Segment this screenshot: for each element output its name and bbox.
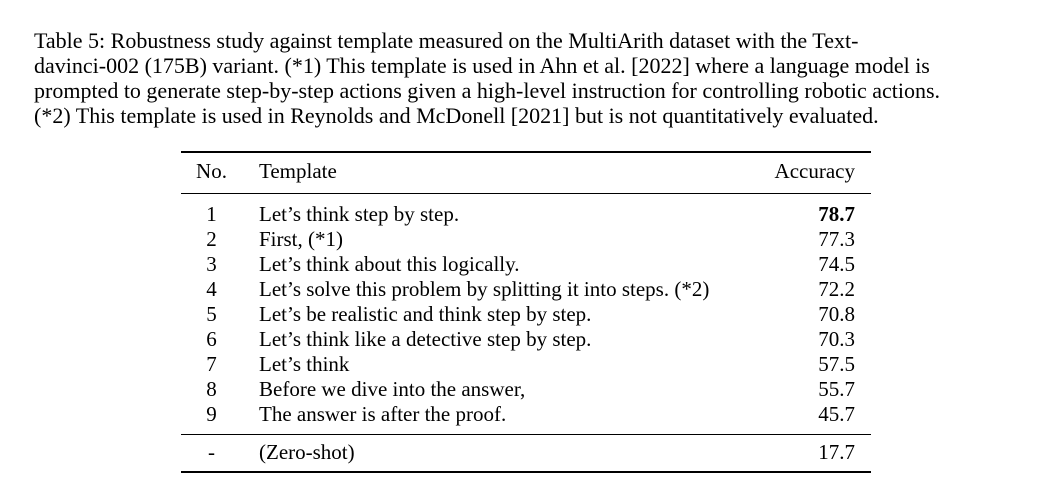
row-accuracy: 74.5 (818, 252, 855, 276)
row-accuracy-best: 78.7 (818, 202, 855, 226)
row-accuracy: 72.2 (818, 277, 855, 301)
row-accuracy: 70.8 (818, 302, 855, 326)
table-caption (34, 28, 1034, 128)
header-no: No. (196, 159, 227, 183)
table-header-row (181, 152, 871, 194)
results-table-container (181, 151, 871, 473)
baseline-template: (Zero-shot) (259, 440, 355, 464)
row-no: 5 (206, 302, 217, 326)
row-template: Before we dive into the answer, (259, 377, 526, 401)
row-template: Let’s think about this logically. (259, 252, 520, 276)
row-no: 6 (206, 327, 217, 351)
caption-line: davinci-002 (175B) variant. (*1) This template is used in Ahn et al. [2022] where a language model is (34, 53, 930, 78)
table-row (181, 277, 871, 302)
row-accuracy: 55.7 (818, 377, 855, 401)
results-table (181, 151, 871, 473)
baseline-no: - (208, 440, 215, 464)
row-accuracy: 77.3 (818, 227, 855, 251)
row-template: Let’s think step by step. (259, 202, 460, 226)
row-accuracy: 57.5 (818, 352, 855, 376)
table-row (181, 227, 871, 252)
row-template: First, (*1) (259, 227, 343, 251)
row-no: 9 (206, 402, 217, 426)
table-row (181, 327, 871, 352)
row-template: Let’s solve this problem by splitting it into steps. (*2) (259, 277, 710, 301)
row-no: 8 (206, 377, 217, 401)
row-accuracy: 70.3 (818, 327, 855, 351)
header-template: Template (259, 159, 337, 183)
table-row (181, 194, 871, 228)
row-no: 7 (206, 352, 217, 376)
row-no: 2 (206, 227, 217, 251)
table-row (181, 402, 871, 435)
baseline-row (181, 435, 871, 473)
row-no: 4 (206, 277, 217, 301)
table-row (181, 377, 871, 402)
caption-line: prompted to generate step-by-step actions given a high-level instruction for controlling robotic actions. (34, 78, 941, 103)
row-accuracy: 45.7 (818, 402, 855, 426)
row-no: 1 (206, 202, 217, 226)
row-template: Let’s think (259, 352, 350, 376)
caption-line: (*2) This template is used in Reynolds and McDonell [2021] but is not quantitatively evaluated. (34, 103, 879, 128)
row-template: The answer is after the proof. (259, 402, 507, 426)
row-template: Let’s be realistic and think step by step. (259, 302, 592, 326)
header-accuracy: Accuracy (774, 159, 855, 183)
table-row (181, 252, 871, 277)
caption-line: Table 5: Robustness study against template measured on the MultiArith dataset with the Text- (34, 28, 859, 53)
table-row (181, 352, 871, 377)
row-no: 3 (206, 252, 217, 276)
table-row (181, 302, 871, 327)
row-template: Let’s think like a detective step by step. (259, 327, 592, 351)
baseline-accuracy: 17.7 (818, 440, 855, 464)
